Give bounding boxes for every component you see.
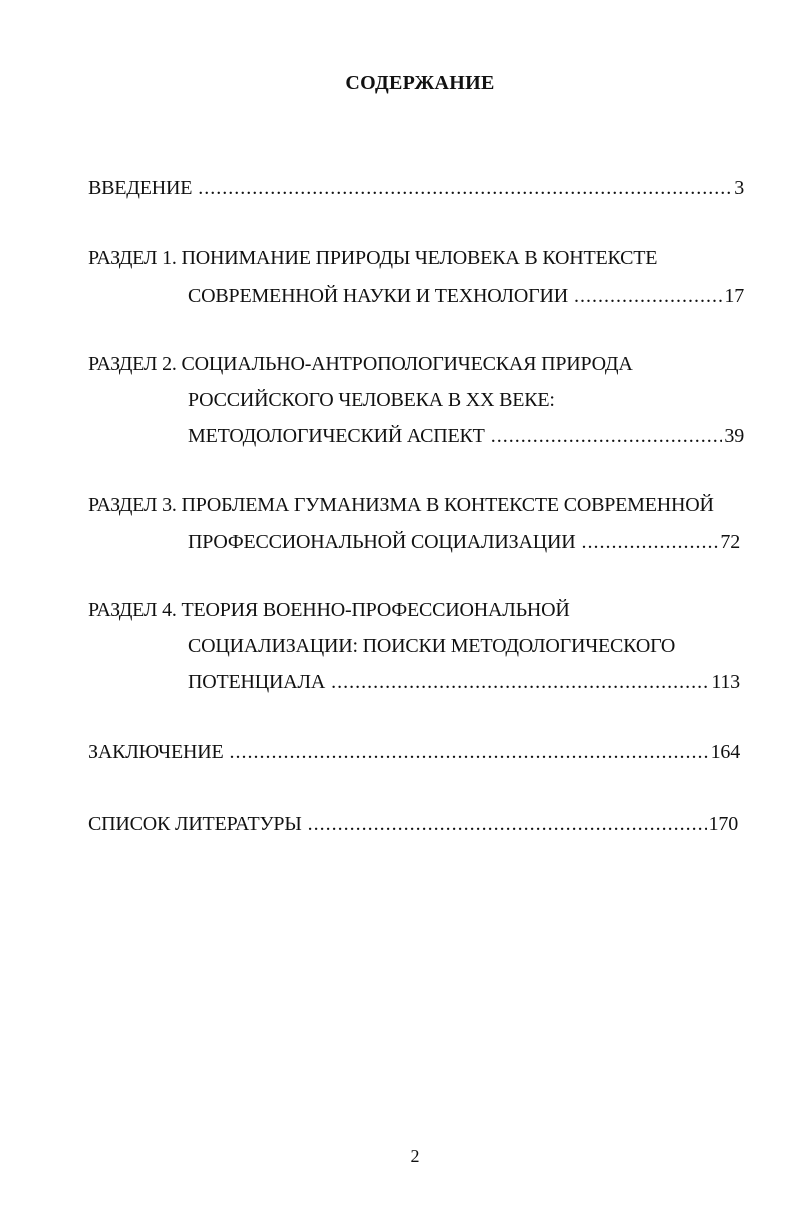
toc-section3-line1[interactable]: РАЗДЕЛ 3. ПРОБЛЕМА ГУМАНИЗМА В КОНТЕКСТЕ СОВРЕМЕННОЙ bbox=[88, 494, 714, 516]
toc-entry-label: МЕТОДОЛОГИЧЕСКИЙ АСПЕКТ bbox=[188, 425, 485, 447]
toc-page-number: 3 bbox=[734, 177, 744, 199]
toc-entry-section1[interactable] bbox=[188, 284, 744, 308]
leader-dots bbox=[331, 670, 709, 694]
toc-page-number: 113 bbox=[711, 671, 740, 693]
toc-entry-section3[interactable] bbox=[188, 530, 740, 554]
toc-entry-label: ВВЕДЕНИЕ bbox=[88, 177, 193, 199]
toc-section2-line2[interactable]: РОССИЙСКОГО ЧЕЛОВЕКА В XX ВЕКЕ: bbox=[188, 389, 555, 411]
toc-entry-section4[interactable] bbox=[188, 670, 740, 694]
leader-dots bbox=[574, 284, 722, 308]
toc-entry-conclusion[interactable] bbox=[88, 740, 740, 764]
toc-entry-references[interactable] bbox=[88, 812, 738, 836]
page-number: 2 bbox=[410, 1146, 420, 1166]
toc-entry-section2[interactable] bbox=[188, 424, 744, 448]
toc-page-number: 39 bbox=[724, 425, 744, 447]
toc-page-number: 170 bbox=[708, 813, 738, 835]
leader-dots bbox=[308, 812, 707, 836]
page-title: СОДЕРЖАНИЕ bbox=[345, 72, 495, 94]
toc-page-number: 164 bbox=[710, 741, 740, 763]
toc-page-number: 17 bbox=[724, 285, 744, 307]
leader-dots bbox=[198, 176, 732, 200]
leader-dots bbox=[581, 530, 718, 554]
toc-entry-label: СПИСОК ЛИТЕРАТУРЫ bbox=[88, 813, 302, 835]
toc-section2-line1[interactable]: РАЗДЕЛ 2. СОЦИАЛЬНО-АНТРОПОЛОГИЧЕСКАЯ ПРИРОДА bbox=[88, 353, 633, 375]
toc-entry-intro[interactable] bbox=[88, 176, 744, 200]
toc-entry-label: ПРОФЕССИОНАЛЬНОЙ СОЦИАЛИЗАЦИИ bbox=[188, 531, 576, 553]
toc-entry-label: ПОТЕНЦИАЛА bbox=[188, 671, 326, 693]
toc-page-number: 72 bbox=[720, 531, 740, 553]
leader-dots bbox=[491, 424, 723, 448]
toc-section4-line2[interactable]: СОЦИАЛИЗАЦИИ: ПОИСКИ МЕТОДОЛОГИЧЕСКОГО bbox=[188, 635, 676, 657]
leader-dots bbox=[229, 740, 708, 764]
toc-section4-line1[interactable]: РАЗДЕЛ 4. ТЕОРИЯ ВОЕННО-ПРОФЕССИОНАЛЬНОЙ bbox=[88, 599, 570, 621]
toc-section1-line1[interactable]: РАЗДЕЛ 1. ПОНИМАНИЕ ПРИРОДЫ ЧЕЛОВЕКА В КОНТЕКСТЕ bbox=[88, 247, 658, 269]
toc-entry-label: ЗАКЛЮЧЕНИЕ bbox=[88, 741, 224, 763]
toc-entry-label: СОВРЕМЕННОЙ НАУКИ И ТЕХНОЛОГИИ bbox=[188, 285, 568, 307]
